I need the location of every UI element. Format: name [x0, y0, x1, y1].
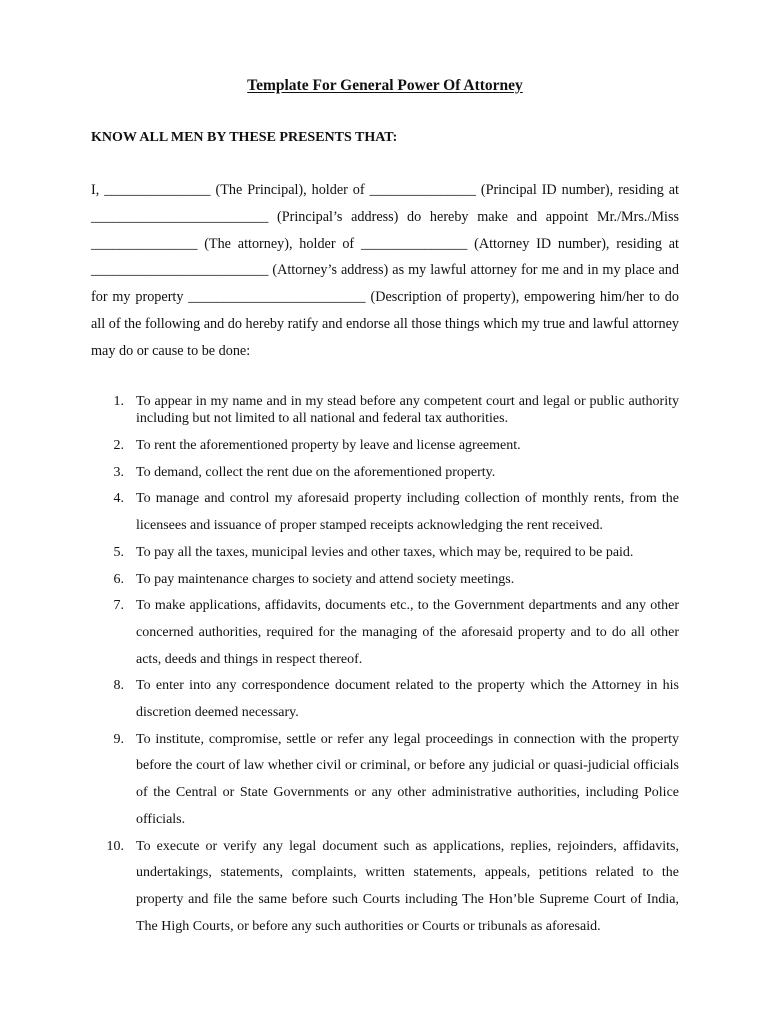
list-item: [91, 593, 679, 673]
list-item-number: 8.: [113, 678, 124, 694]
list-item-number: 10.: [106, 838, 124, 854]
list-item: [91, 433, 679, 460]
list-item-text: To appear in my name and in my stead before any competent court and legal or public authority including but not limited to all national and federal tax authorities.: [136, 394, 679, 426]
list-item-number: 4.: [113, 491, 124, 507]
document-title: Template For General Power Of Attorney: [247, 77, 523, 94]
list-item-number: 2.: [113, 438, 124, 453]
intro-paragraph: I, _______________ (The Principal), holder of _______________ (Principal ID number), residing at _________________________ (Principal’s address) do hereby make and appoint Mr./Mrs./Miss _______________ (The attorney), holder of _______________ (Attorney ID number), residing at _________________________ (Attorney’s address) as my lawful attorney for me and in my place and for my property _________________________ (Description of property), empowering him/her to do all of the following and do hereby ratify and endorse all those things which my true and lawful attorney may do or cause to be done:: [91, 182, 679, 359]
list-item-text: To demand, collect the rent due on the aforementioned property.: [136, 464, 496, 480]
list-item: [91, 727, 679, 834]
list-item-text: To pay all the taxes, municipal levies and other taxes, which may be, required to be paid.: [136, 544, 634, 560]
powers-list: [91, 390, 679, 940]
list-item: [91, 540, 679, 567]
list-item-text: To institute, compromise, settle or refer any legal proceedings in connection with the property before the court of law whether civil or criminal, or before any judicial or quasi-judicial officials of the Central or State Governments or any other administrative authorities, including Police officials.: [136, 731, 679, 827]
list-item-text: To rent the aforementioned property by leave and license agreement.: [136, 438, 521, 453]
list-item-number: 9.: [113, 731, 124, 747]
list-item: [91, 486, 679, 539]
document-heading: KNOW ALL MEN BY THESE PRESENTS THAT:: [91, 130, 398, 145]
list-item: [91, 673, 679, 726]
list-item: [91, 567, 679, 594]
list-item-number: 5.: [113, 544, 124, 560]
list-item-number: 6.: [113, 571, 124, 587]
list-item-number: 1.: [113, 394, 124, 409]
list-item-text: To pay maintenance charges to society and attend society meetings.: [136, 571, 515, 587]
list-item-text: To execute or verify any legal document such as applications, replies, rejoinders, affidavits, undertakings, statements, complaints, written statements, appeals, petitions related to the property and file the same before such Courts including The Hon’ble Supreme Court of India, The High Courts, or before any such authorities or Courts or tribunals as aforesaid.: [136, 838, 679, 934]
list-item-text: To enter into any correspondence document related to the property which the Attorney in his discretion deemed necessary.: [136, 678, 679, 721]
list-item-text: To make applications, affidavits, documents etc., to the Government departments and any other concerned authorities, required for the managing of the aforesaid property and to do all other acts, deeds and things in respect thereof.: [136, 598, 679, 667]
list-item-number: 7.: [113, 598, 124, 614]
list-item: [91, 460, 679, 487]
list-item: [91, 390, 679, 433]
list-item-number: 3.: [113, 464, 124, 480]
list-item-text: To manage and control my aforesaid property including collection of monthly rents, from the licensees and issuance of proper stamped receipts acknowledging the rent received.: [136, 491, 679, 534]
list-item: [91, 834, 679, 941]
